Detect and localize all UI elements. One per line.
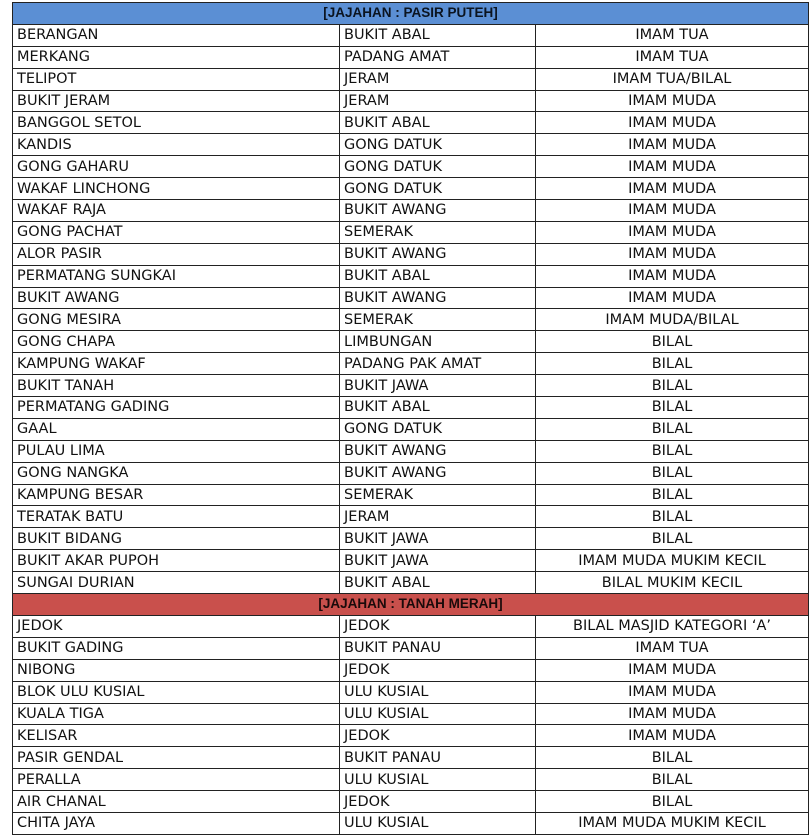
- table-row: [13, 791, 809, 813]
- table-row: [13, 68, 809, 90]
- table-row: [13, 353, 809, 375]
- position-cell: IMAM MUDA: [536, 90, 809, 112]
- mukim-cell: GONG DATUK: [340, 156, 536, 178]
- village-cell: GONG PACHAT: [13, 221, 340, 243]
- position-cell: IMAM MUDA/BILAL: [536, 309, 809, 331]
- section-header-row: [13, 594, 809, 616]
- position-cell: IMAM MUDA: [536, 287, 809, 309]
- table-row: [13, 572, 809, 594]
- mukim-cell: BUKIT ABAL: [340, 572, 536, 594]
- table-row: [13, 309, 809, 331]
- mukim-cell: BUKIT ABAL: [340, 24, 536, 46]
- table-row: [13, 90, 809, 112]
- village-cell: PERMATANG GADING: [13, 397, 340, 419]
- table-row: [13, 769, 809, 791]
- position-cell: BILAL: [536, 440, 809, 462]
- table-row: [13, 375, 809, 397]
- village-cell: GONG CHAPA: [13, 331, 340, 353]
- position-cell: BILAL: [536, 353, 809, 375]
- mukim-cell: BUKIT PANAU: [340, 747, 536, 769]
- position-cell: IMAM MUDA: [536, 725, 809, 747]
- village-cell: BUKIT BIDANG: [13, 528, 340, 550]
- village-cell: BANGGOL SETOL: [13, 112, 340, 134]
- mukim-cell: GONG DATUK: [340, 178, 536, 200]
- village-cell: PERMATANG SUNGKAI: [13, 265, 340, 287]
- table-row: [13, 725, 809, 747]
- mukim-cell: BUKIT JAWA: [340, 528, 536, 550]
- position-cell: BILAL: [536, 769, 809, 791]
- village-cell: GONG GAHARU: [13, 156, 340, 178]
- mukim-cell: BUKIT AWANG: [340, 462, 536, 484]
- position-cell: IMAM MUDA: [536, 200, 809, 222]
- table-row: [13, 506, 809, 528]
- position-cell: IMAM MUDA: [536, 703, 809, 725]
- mukim-cell: BUKIT JAWA: [340, 550, 536, 572]
- village-cell: JEDOK: [13, 615, 340, 637]
- village-cell: KANDIS: [13, 134, 340, 156]
- mukim-cell: ULU KUSIAL: [340, 681, 536, 703]
- village-cell: KAMPUNG WAKAF: [13, 353, 340, 375]
- village-cell: BUKIT JERAM: [13, 90, 340, 112]
- table-row: [13, 46, 809, 68]
- mukim-cell: ULU KUSIAL: [340, 703, 536, 725]
- table-row: [13, 812, 809, 834]
- position-cell: IMAM TUA: [536, 46, 809, 68]
- position-cell: IMAM MUDA MUKIM KECIL: [536, 550, 809, 572]
- village-cell: KUALA TIGA: [13, 703, 340, 725]
- mukim-cell: BUKIT PANAU: [340, 637, 536, 659]
- document-page: [12, 2, 808, 835]
- position-cell: BILAL: [536, 375, 809, 397]
- mukim-cell: SEMERAK: [340, 221, 536, 243]
- mukim-cell: JEDOK: [340, 659, 536, 681]
- village-cell: TERATAK BATU: [13, 506, 340, 528]
- village-cell: ALOR PASIR: [13, 243, 340, 265]
- position-cell: BILAL: [536, 462, 809, 484]
- position-cell: BILAL: [536, 484, 809, 506]
- mukim-cell: PADANG AMAT: [340, 46, 536, 68]
- village-cell: KAMPUNG BESAR: [13, 484, 340, 506]
- mukim-cell: SEMERAK: [340, 484, 536, 506]
- village-cell: MERKANG: [13, 46, 340, 68]
- position-cell: BILAL: [536, 528, 809, 550]
- position-cell: IMAM TUA: [536, 24, 809, 46]
- mukim-cell: BUKIT AWANG: [340, 200, 536, 222]
- village-cell: CHITA JAYA: [13, 812, 340, 834]
- mukim-cell: GONG DATUK: [340, 418, 536, 440]
- village-cell: GAAL: [13, 418, 340, 440]
- table-row: [13, 747, 809, 769]
- table-row: [13, 615, 809, 637]
- position-cell: IMAM MUDA: [536, 156, 809, 178]
- mukim-cell: GONG DATUK: [340, 134, 536, 156]
- mukim-cell: BUKIT AWANG: [340, 287, 536, 309]
- village-cell: WAKAF RAJA: [13, 200, 340, 222]
- position-cell: IMAM MUDA: [536, 221, 809, 243]
- position-cell: BILAL: [536, 397, 809, 419]
- village-cell: BUKIT GADING: [13, 637, 340, 659]
- position-cell: BILAL: [536, 791, 809, 813]
- table-row: [13, 681, 809, 703]
- table-row: [13, 265, 809, 287]
- section-header-row: [13, 3, 809, 25]
- position-cell: IMAM MUDA: [536, 112, 809, 134]
- position-cell: IMAM TUA/BILAL: [536, 68, 809, 90]
- village-cell: TELIPOT: [13, 68, 340, 90]
- mukim-cell: BUKIT AWANG: [340, 243, 536, 265]
- table-row: [13, 243, 809, 265]
- mukim-cell: ULU KUSIAL: [340, 769, 536, 791]
- table-body: [13, 3, 809, 835]
- village-cell: PERALLA: [13, 769, 340, 791]
- village-cell: BERANGAN: [13, 24, 340, 46]
- mukim-cell: BUKIT ABAL: [340, 112, 536, 134]
- table-row: [13, 418, 809, 440]
- village-cell: PASIR GENDAL: [13, 747, 340, 769]
- table-row: [13, 200, 809, 222]
- table-row: [13, 134, 809, 156]
- position-cell: BILAL: [536, 506, 809, 528]
- mukim-cell: JERAM: [340, 506, 536, 528]
- village-cell: AIR CHANAL: [13, 791, 340, 813]
- table-row: [13, 528, 809, 550]
- village-cell: GONG MESIRA: [13, 309, 340, 331]
- village-cell: KELISAR: [13, 725, 340, 747]
- section-title: [JAJAHAN : TANAH MERAH]: [13, 594, 809, 616]
- table-row: [13, 440, 809, 462]
- mukim-cell: ULU KUSIAL: [340, 812, 536, 834]
- position-cell: IMAM MUDA: [536, 134, 809, 156]
- table-row: [13, 397, 809, 419]
- village-cell: BUKIT AWANG: [13, 287, 340, 309]
- mosque-officials-table: [12, 2, 809, 835]
- position-cell: IMAM MUDA: [536, 659, 809, 681]
- mukim-cell: JEDOK: [340, 615, 536, 637]
- village-cell: BUKIT TANAH: [13, 375, 340, 397]
- table-row: [13, 287, 809, 309]
- position-cell: IMAM MUDA MUKIM KECIL: [536, 812, 809, 834]
- position-cell: IMAM MUDA: [536, 265, 809, 287]
- position-cell: BILAL: [536, 418, 809, 440]
- village-cell: BLOK ULU KUSIAL: [13, 681, 340, 703]
- table-row: [13, 221, 809, 243]
- mukim-cell: JEDOK: [340, 725, 536, 747]
- table-row: [13, 550, 809, 572]
- village-cell: GONG NANGKA: [13, 462, 340, 484]
- table-row: [13, 484, 809, 506]
- mukim-cell: PADANG PAK AMAT: [340, 353, 536, 375]
- village-cell: PULAU LIMA: [13, 440, 340, 462]
- table-row: [13, 637, 809, 659]
- position-cell: IMAM MUDA: [536, 243, 809, 265]
- position-cell: IMAM MUDA: [536, 681, 809, 703]
- table-row: [13, 178, 809, 200]
- mukim-cell: BUKIT ABAL: [340, 265, 536, 287]
- mukim-cell: JERAM: [340, 68, 536, 90]
- position-cell: BILAL: [536, 747, 809, 769]
- position-cell: BILAL MUKIM KECIL: [536, 572, 809, 594]
- position-cell: IMAM MUDA: [536, 178, 809, 200]
- mukim-cell: BUKIT JAWA: [340, 375, 536, 397]
- mukim-cell: JERAM: [340, 90, 536, 112]
- section-title: [JAJAHAN : PASIR PUTEH]: [13, 3, 809, 25]
- village-cell: NIBONG: [13, 659, 340, 681]
- table-row: [13, 703, 809, 725]
- table-row: [13, 24, 809, 46]
- table-row: [13, 462, 809, 484]
- position-cell: BILAL MASJID KATEGORI ‘A’: [536, 615, 809, 637]
- village-cell: BUKIT AKAR PUPOH: [13, 550, 340, 572]
- mukim-cell: BUKIT AWANG: [340, 440, 536, 462]
- position-cell: BILAL: [536, 331, 809, 353]
- table-row: [13, 112, 809, 134]
- table-row: [13, 331, 809, 353]
- village-cell: SUNGAI DURIAN: [13, 572, 340, 594]
- table-row: [13, 659, 809, 681]
- mukim-cell: SEMERAK: [340, 309, 536, 331]
- mukim-cell: LIMBUNGAN: [340, 331, 536, 353]
- mukim-cell: BUKIT ABAL: [340, 397, 536, 419]
- position-cell: IMAM TUA: [536, 637, 809, 659]
- mukim-cell: JEDOK: [340, 791, 536, 813]
- table-row: [13, 156, 809, 178]
- village-cell: WAKAF LINCHONG: [13, 178, 340, 200]
